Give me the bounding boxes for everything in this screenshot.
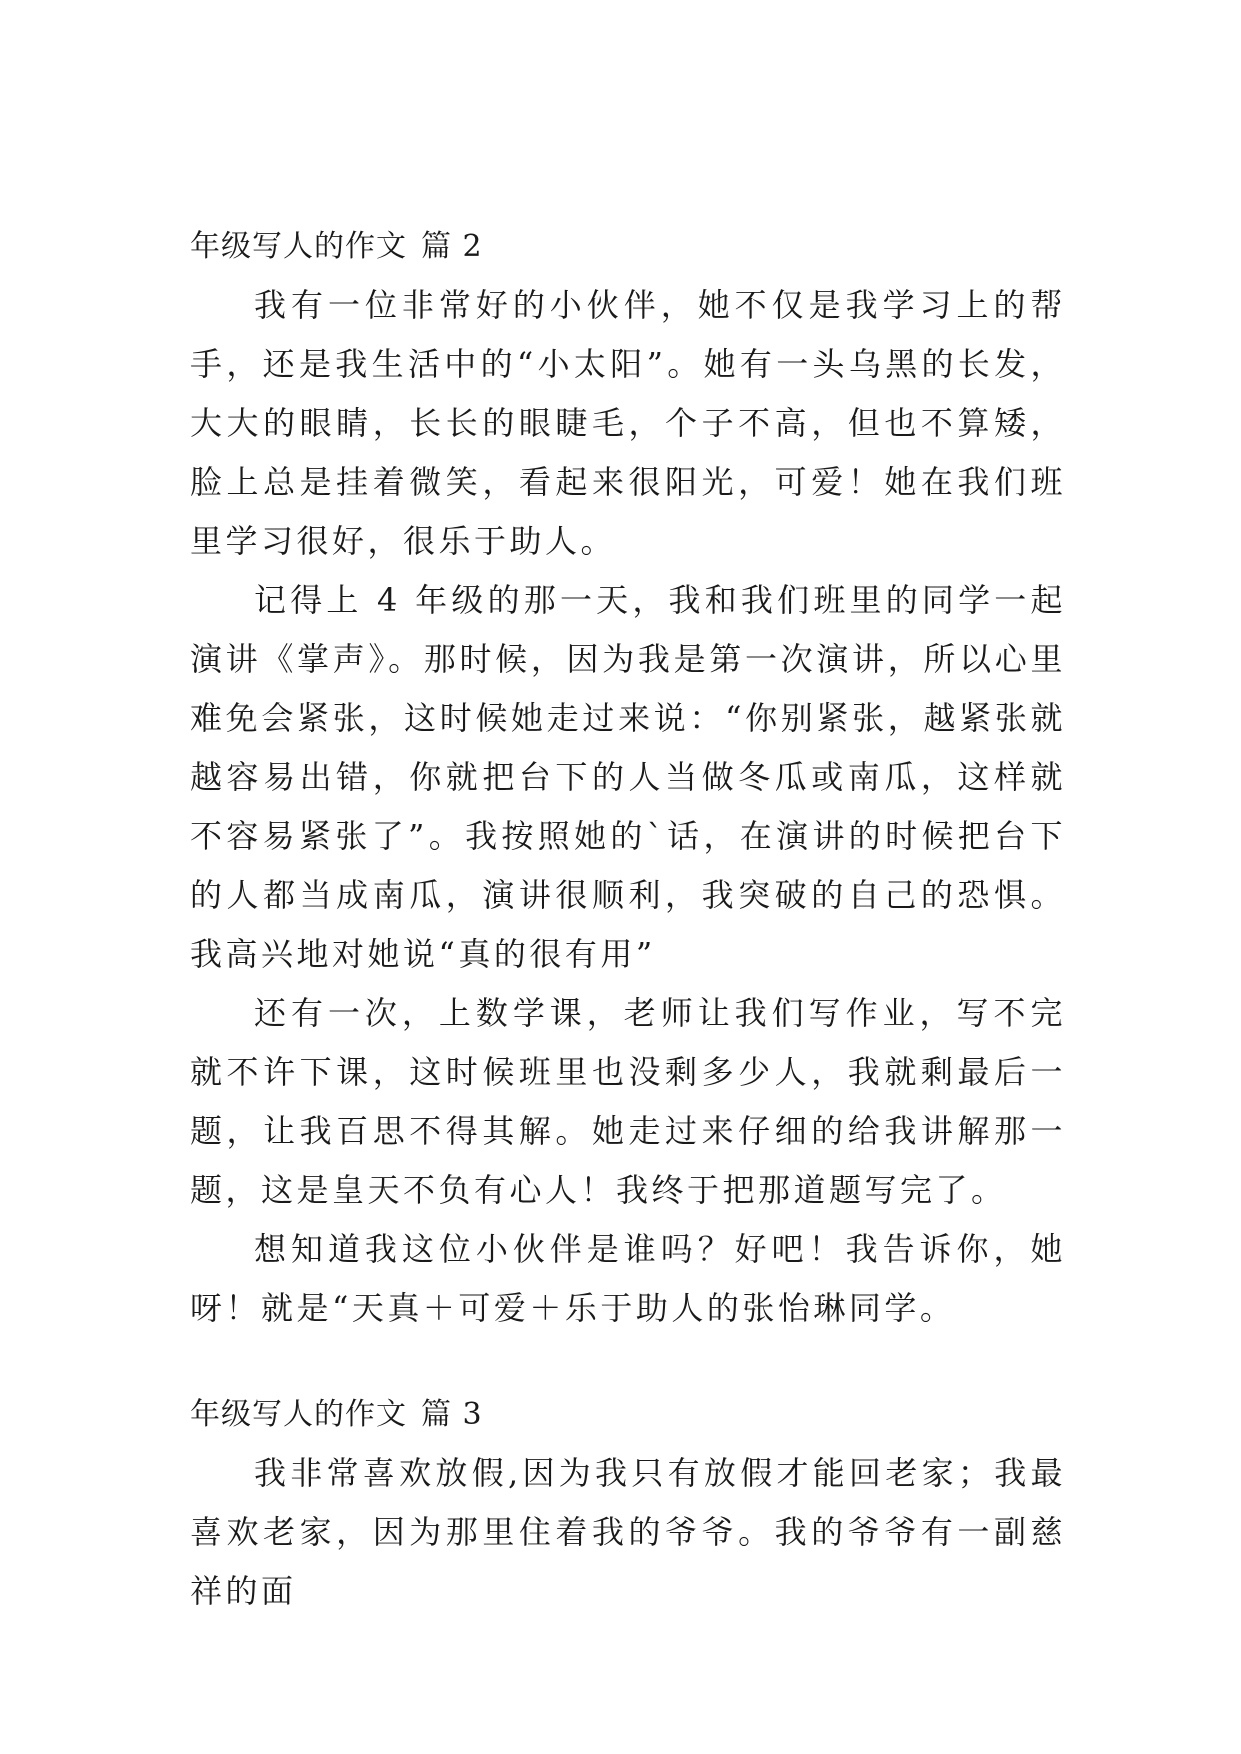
document-body [190,218,1066,1621]
paragraph: 我有一位非常好的小伙伴，她不仅是我学习上的帮手，还是我生活中的“小太阳”。她有一头乌黑的长发，大大的眼睛，长长的眼睫毛，个子不高，但也不算矮，脸上总是挂着微笑，看起来很阳光，可爱！她在我们班里学习很好，很乐于助人。 [190,286,1066,560]
section-title-text: 年级写人的作文 [190,229,407,264]
section-number: 篇 3 [421,1397,483,1432]
section-spacer [190,1338,1066,1386]
paragraph: 记得上 4 年级的那一天，我和我们班里的同学一起演讲《掌声》。那时候，因为我是第一次演讲，所以心里难免会紧张，这时候她走过来说：“你别紧张，越紧张就越容易出错，你就把台下的人当做冬瓜或南瓜，这样就不容易紧张了”。我按照她的`话，在演讲的时候把台下的人都当成南瓜，演讲很顺利，我突破的自己的恐惧。我高兴地对她说“真的很有用” [190,581,1066,973]
paragraph: 想知道我这位小伙伴是谁吗？好吧！我告诉你，她呀！就是“天真＋可爱＋乐于助人的张怡琳同学。 [190,1230,1066,1327]
section-title-text: 年级写人的作文 [190,1397,407,1432]
paragraph: 我非常喜欢放假,因为我只有放假才能回老家；我最喜欢老家，因为那里住着我的爷爷。我的爷爷有一副慈祥的面 [190,1454,1066,1610]
essay-section [190,218,1066,1338]
section-number: 篇 2 [421,229,483,264]
section-title [190,218,1066,276]
paragraph: 还有一次，上数学课，老师让我们写作业，写不完就不许下课，这时候班里也没剩多少人，我就剩最后一题，让我百思不得其解。她走过来仔细的给我讲解那一题，这是皇天不负有心人！我终于把那道题写完了。 [190,994,1066,1209]
section-title [190,1386,1066,1444]
essay-section [190,1386,1066,1621]
